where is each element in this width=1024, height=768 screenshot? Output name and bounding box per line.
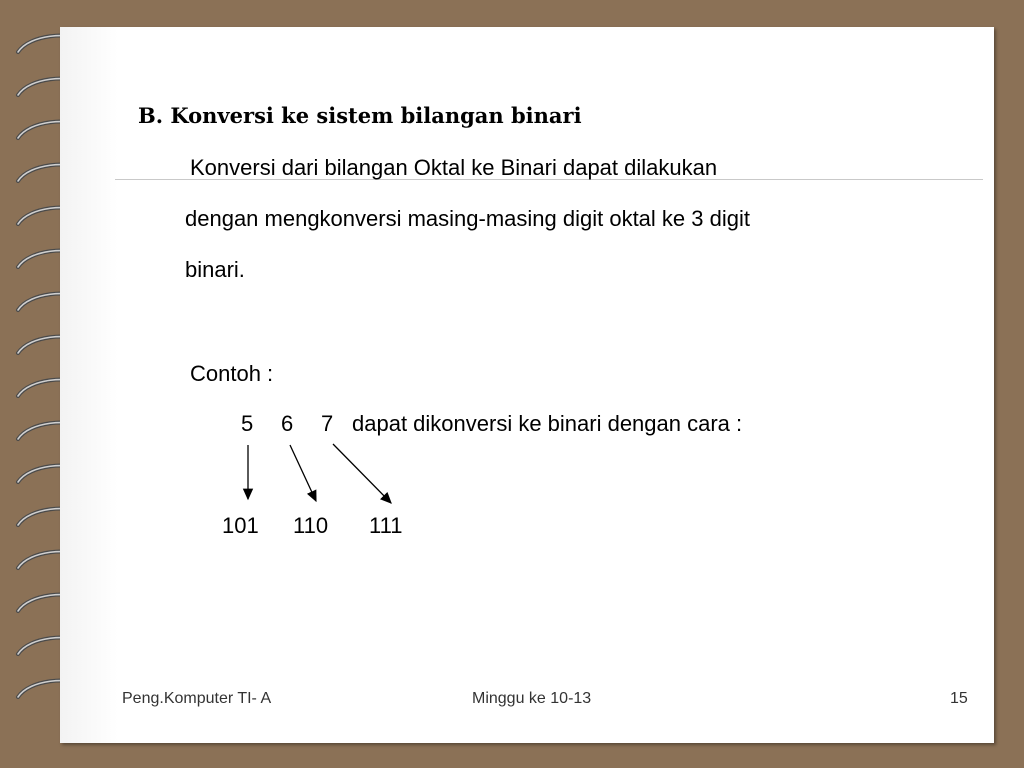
paragraph-line-2: dengan mengkonversi masing-masing digit oktal ke 3 digit bbox=[185, 206, 750, 231]
footer-course: Peng.Komputer TI- A bbox=[122, 690, 272, 707]
octal-digit-3: 7 bbox=[321, 411, 334, 436]
binary-result-3: 111 bbox=[369, 513, 403, 538]
paragraph-line-1: Konversi dari bilangan Oktal ke Binari dapat dilakukan bbox=[190, 155, 718, 180]
arrow-3 bbox=[333, 444, 391, 503]
binary-result-1: 101 bbox=[222, 513, 259, 538]
octal-digit-1: 5 bbox=[241, 411, 254, 436]
conversion-description: dapat dikonversi ke binari dengan cara : bbox=[352, 411, 743, 436]
arrow-2 bbox=[290, 445, 316, 501]
binary-result-2: 110 bbox=[293, 513, 329, 538]
footer-page-number: 15 bbox=[950, 690, 968, 707]
octal-digit-2: 6 bbox=[281, 411, 294, 436]
footer-week: Minggu ke 10-13 bbox=[472, 690, 592, 707]
slide-page bbox=[60, 27, 994, 743]
paragraph-line-3: binari. bbox=[185, 257, 245, 282]
slide-title: B. Konversi ke sistem bilangan binari bbox=[138, 103, 582, 128]
binding-shade bbox=[60, 27, 118, 743]
example-label: Contoh : bbox=[190, 361, 274, 386]
